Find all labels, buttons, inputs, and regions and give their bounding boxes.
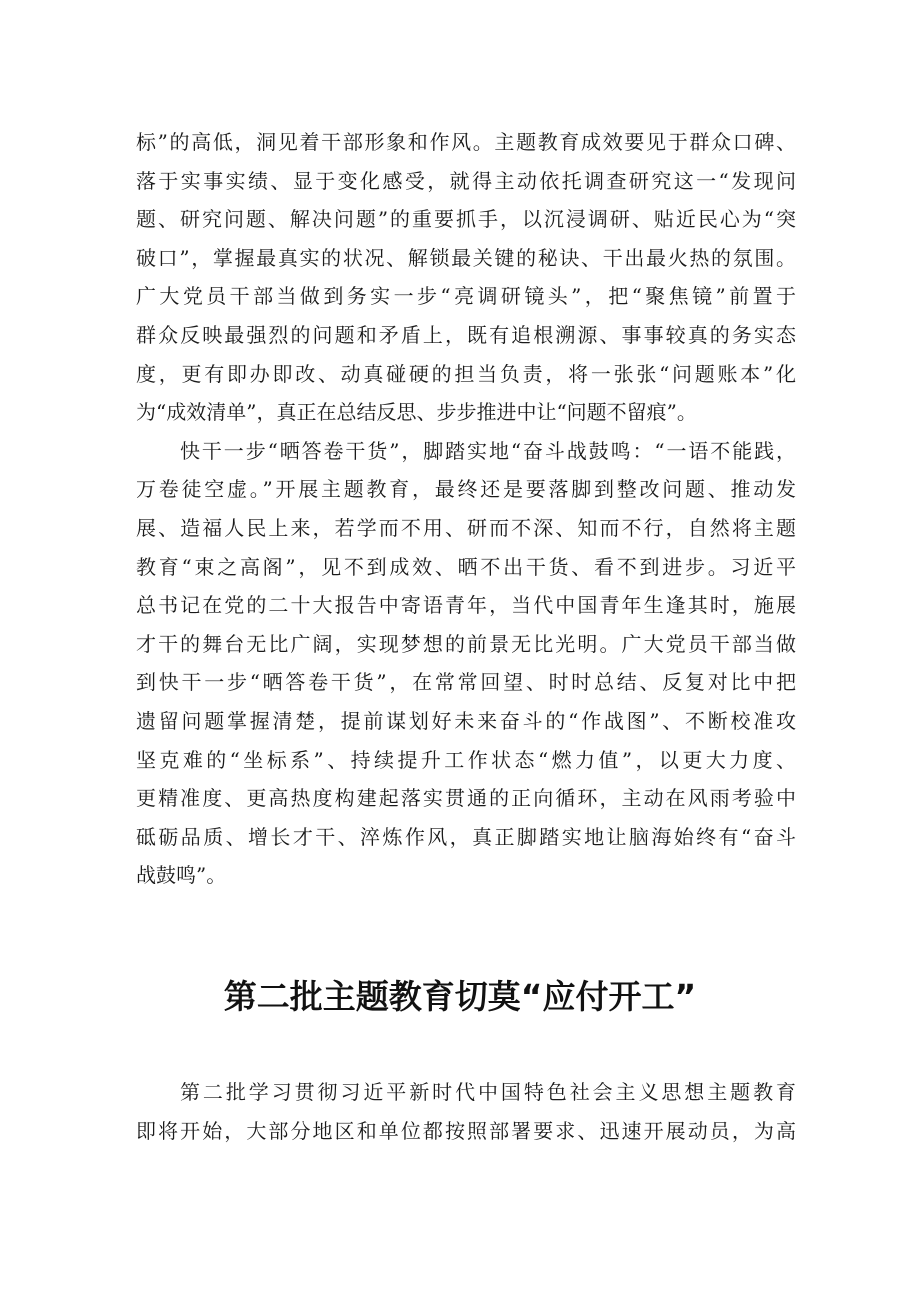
- text-line: 坚克难的“坐标系”、持续提升工作状态“燃力值”，以更大力度、: [136, 747, 796, 772]
- text-line: 到快干一步“晒答卷干货”，在常常回望、时时总结、反复对比中把: [136, 670, 796, 695]
- text-line: 战鼓鸣”。: [136, 863, 227, 888]
- text-line: 落于实事实绩、显于变化感受，就得主动依托调查研究这一“发现问: [136, 168, 796, 193]
- text-line: 总书记在党的二十大报告中寄语青年，当代中国青年生逢其时，施展: [136, 593, 796, 618]
- text-line: 万卷徒空虚。”开展主题教育，最终还是要落脚到整改问题、推动发: [136, 477, 796, 502]
- text-line: 广大党员干部当做到务实一步“亮调研镜头”，把“聚焦镜”前置于: [136, 284, 796, 309]
- text-line: 遗留问题掌握清楚，提前谋划好未来奋斗的“作战图”、不断校准攻: [136, 708, 796, 733]
- text-line: 才干的舞台无比广阔，实现梦想的前景无比光明。广大党员干部当做: [136, 631, 796, 656]
- text-line: 题、研究问题、解决问题”的重要抓手，以沉浸调研、贴近民心为“突: [136, 207, 796, 232]
- text-line: 快干一步“晒答卷干货”，脚踏实地“奋斗战鼓鸣：“一语不能践，: [180, 438, 796, 463]
- text-line: 教育“束之高阁”，见不到成效、晒不出干货、看不到进步。习近平: [136, 554, 796, 579]
- paragraph-1: [136, 123, 796, 895]
- text-line: 为“成效清单”，真正在总结反思、步步推进中让“问题不留痕”。: [136, 400, 697, 425]
- section-title: 第二批主题教育切莫“应付开工”: [223, 977, 697, 1016]
- text-line: 群众反映最强烈的问题和矛盾上，既有追根溯源、事事较真的务实态: [136, 322, 796, 347]
- text-line: 标”的高低，洞见着干部形象和作风。主题教育成效要见于群众口碑、: [136, 130, 796, 154]
- text-line: 第二批学习贯彻习近平新时代中国特色社会主义思想主题教育: [180, 1080, 796, 1104]
- text-line: 更精准度、更高热度构建起落实贯通的正向循环，主动在风雨考验中: [136, 786, 796, 811]
- text-line: 砥砺品质、增长才干、淬炼作风，真正脚踏实地让脑海始终有“奋斗: [136, 824, 796, 849]
- text-line: 展、造福人民上来，若学而不用、研而不深、知而不行，自然将主题: [136, 515, 796, 540]
- paragraph-3: [136, 1073, 796, 1150]
- text-line: 度，更有即办即改、动真碰硬的担当负责，将一张张“问题账本”化: [136, 361, 796, 386]
- text-line: 即将开始，大部分地区和单位都按照部署要求、迅速开展动员，为高: [136, 1118, 796, 1143]
- text-line: 破口”，掌握最真实的状况、解锁最关键的秘诀、干出最火热的氛围。: [136, 245, 796, 270]
